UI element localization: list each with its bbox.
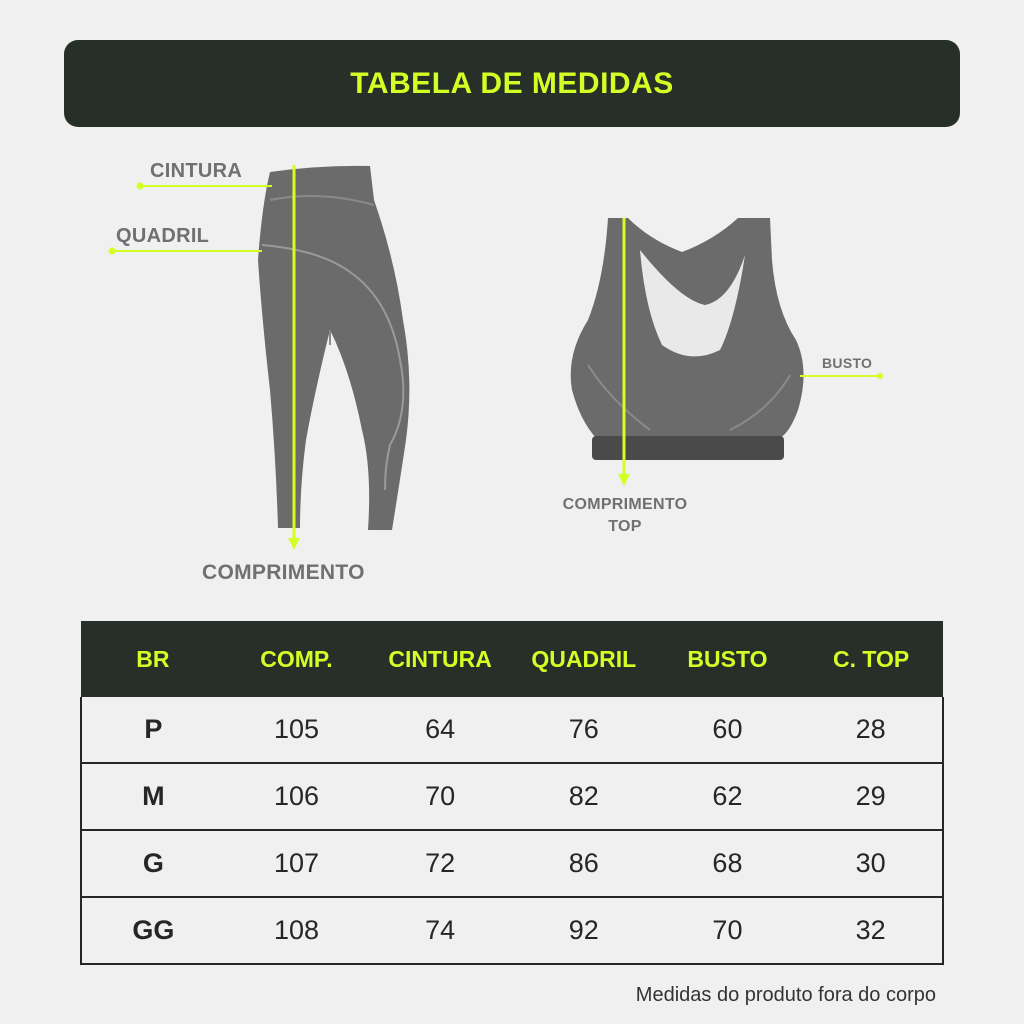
title-bar xyxy=(64,40,960,127)
table-cell: 29 xyxy=(799,763,943,830)
table-cell: 74 xyxy=(368,897,512,964)
table-cell: 32 xyxy=(799,897,943,964)
table-cell: 62 xyxy=(656,763,800,830)
page-title: TABELA DE MEDIDAS xyxy=(350,66,674,100)
table-cell: 106 xyxy=(225,763,369,830)
table-cell: 72 xyxy=(368,830,512,897)
header-comp: COMP. xyxy=(225,621,369,697)
label-cintura: CINTURA xyxy=(150,160,243,182)
table-cell: 70 xyxy=(368,763,512,830)
leggings-illustration xyxy=(258,166,409,530)
footer-note: Medidas do produto fora do corpo xyxy=(635,984,936,1006)
size-cell: G xyxy=(81,830,225,897)
table-row xyxy=(81,763,943,830)
header-cintura: CINTURA xyxy=(368,621,512,697)
table-row xyxy=(81,697,943,763)
table-cell: 28 xyxy=(799,697,943,763)
table-row xyxy=(81,897,943,964)
label-comprimento-top xyxy=(548,494,702,538)
table-cell: 86 xyxy=(512,830,656,897)
label-quadril: QUADRIL xyxy=(116,225,210,247)
table-row xyxy=(81,830,943,897)
label-busto: BUSTO xyxy=(822,355,873,371)
label-comprimento: COMPRIMENTO xyxy=(202,561,365,584)
label-comprimento-top-line2: TOP xyxy=(608,518,642,535)
table-cell: 107 xyxy=(225,830,369,897)
table-cell: 105 xyxy=(225,697,369,763)
table-cell: 70 xyxy=(656,897,800,964)
table-header-row xyxy=(81,621,943,697)
table-cell: 68 xyxy=(656,830,800,897)
size-cell: P xyxy=(81,697,225,763)
header-br: BR xyxy=(81,621,225,697)
table-cell: 30 xyxy=(799,830,943,897)
table-cell: 92 xyxy=(512,897,656,964)
header-quadril: QUADRIL xyxy=(512,621,656,697)
size-cell: GG xyxy=(81,897,225,964)
label-comprimento-top-line1: COMPRIMENTO xyxy=(562,496,688,513)
sports-top-illustration xyxy=(571,218,804,460)
table-cell: 64 xyxy=(368,697,512,763)
header-c-top: C. TOP xyxy=(799,621,943,697)
header-busto: BUSTO xyxy=(656,621,800,697)
table-cell: 76 xyxy=(512,697,656,763)
size-table xyxy=(80,621,944,965)
table-cell: 108 xyxy=(225,897,369,964)
table-cell: 82 xyxy=(512,763,656,830)
size-cell: M xyxy=(81,763,225,830)
table-cell: 60 xyxy=(656,697,800,763)
